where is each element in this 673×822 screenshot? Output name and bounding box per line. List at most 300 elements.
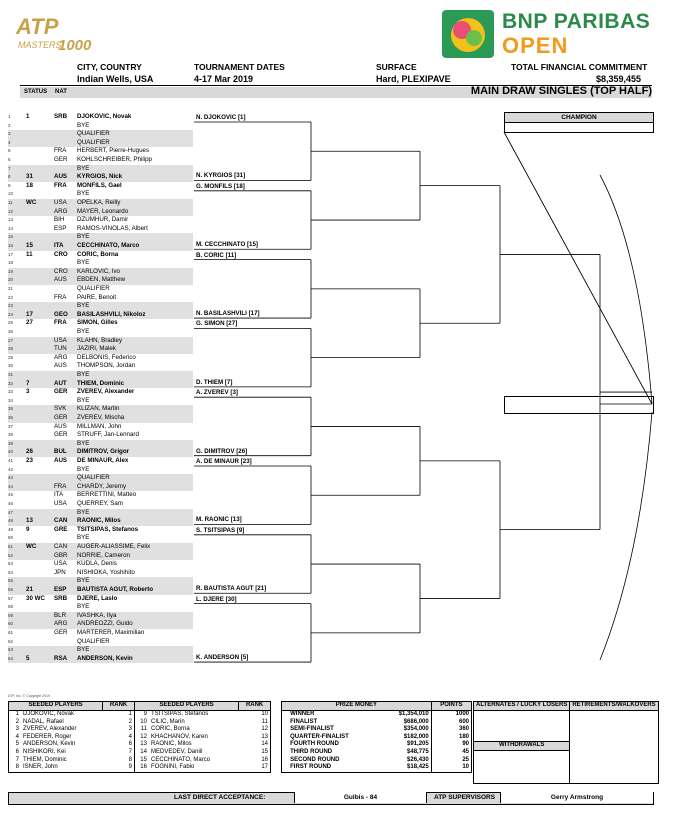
seed-rank: 14: [261, 741, 268, 748]
player-name: CORIC, Borna: [77, 250, 119, 258]
line-number: 50: [8, 535, 14, 541]
second-round-entry: G. DIMITROV [26]: [196, 447, 248, 455]
prize-round: QUARTER-FINALIST: [290, 733, 349, 740]
draw-line: [8, 173, 193, 182]
player-name: BYE: [77, 190, 90, 198]
prize-money: $182,000: [380, 734, 431, 742]
player-name: NISHIOKA, Yoshihito: [77, 568, 135, 576]
draw-line: [8, 517, 193, 526]
nationality: JPN: [54, 568, 66, 576]
player-name: BYE: [77, 164, 90, 172]
player-name: KLAHN, Bradley: [77, 336, 123, 344]
seed-name: RAONIC, Milos: [150, 741, 192, 748]
second-round-entry: G. MONFILS [18]: [196, 182, 245, 190]
draw-line: [8, 603, 193, 612]
seed-name: CORIC, Borna: [150, 726, 190, 733]
nationality: BIH: [54, 216, 65, 224]
surface-label: SURFACE: [376, 62, 417, 72]
line-number: 1: [8, 114, 11, 119]
nationality: AUS: [54, 457, 68, 464]
status: WC: [26, 543, 37, 550]
draw-line: [8, 190, 193, 199]
player-name: BASILASHVILI, Nikoloz: [77, 310, 146, 318]
line-number: 17: [8, 251, 14, 257]
masters-number: 1000: [58, 37, 92, 54]
seeded-row: [9, 764, 271, 772]
player-name: AUGER-ALIASSIME, Felix: [77, 543, 151, 550]
player-name: BERRETTINI, Matteo: [77, 491, 137, 499]
seed-name: FEDERER, Roger: [23, 733, 72, 740]
withdrawals-header: WITHDRAWALS: [474, 742, 570, 751]
player-name: ZVEREV, Alexander: [77, 388, 135, 396]
line-number: 9: [8, 182, 11, 188]
nationality: USA: [54, 560, 67, 568]
nationality: SRB: [54, 594, 68, 602]
seed-number: 3: [15, 726, 19, 733]
line-number: 64: [8, 655, 14, 661]
player-name: BYE: [77, 371, 90, 378]
nationality: AUS: [54, 422, 67, 430]
draw-line: [8, 251, 193, 260]
draw-line: [8, 646, 193, 655]
draw-line: [8, 294, 193, 303]
draw-title: MAIN DRAW SINGLES (TOP HALF): [470, 85, 652, 97]
prize-row: [282, 711, 472, 719]
line-number: 58: [8, 604, 14, 610]
line-number: 16: [8, 243, 14, 248]
nationality: AUS: [54, 173, 68, 181]
second-round-entry: B. CORIC [11]: [196, 251, 237, 259]
nationality: FRA: [54, 147, 67, 155]
seed-number: 4: [15, 733, 19, 740]
draw-line: [8, 259, 193, 268]
seed-name: CILIC, Marin: [150, 718, 185, 725]
player-name: JAZIRI, Malek: [77, 345, 116, 353]
seed-name: ANDERSON, Kevin: [23, 741, 76, 748]
line-number: 46: [8, 501, 14, 506]
prize-round: THIRD ROUND: [290, 748, 333, 755]
seed-rank: 4: [103, 734, 135, 742]
draw-line: [8, 509, 193, 518]
nationality: GER: [54, 156, 68, 163]
retirements-header: RETIREMENTS/WALKOVERS: [570, 702, 658, 711]
seed-name: MEDVEDEV, Daniil: [150, 748, 203, 755]
nationality: USA: [54, 500, 67, 507]
prize-money: $686,000: [380, 719, 431, 727]
draw-line: [8, 586, 193, 595]
status: 13: [26, 517, 33, 525]
nationality: GBR: [54, 551, 68, 559]
prize-points: 180: [458, 733, 469, 740]
draw-line: [8, 474, 193, 483]
status: 26: [26, 448, 33, 456]
player-name: KOHLSCHREIBER, Philipp: [77, 156, 152, 163]
player-name: BYE: [77, 603, 90, 611]
line-number: 60: [8, 621, 14, 627]
nationality: GER: [54, 629, 68, 636]
seeded-players-table: [8, 701, 271, 773]
line-number: 34: [8, 397, 14, 403]
player-name: DELBONIS, Federico: [77, 353, 136, 361]
points-header: POINTS: [431, 702, 471, 711]
player-name: RAONIC, Milos: [77, 517, 121, 525]
player-name: QUALIFIER: [77, 637, 110, 645]
line-number: 39: [8, 440, 14, 446]
status: 27: [26, 319, 33, 327]
line-number: 38: [8, 432, 14, 438]
prize-row: [282, 734, 472, 742]
seed-name: TSITSIPAS, Stefanos: [150, 711, 209, 717]
prize-round: SEMI-FINALIST: [290, 726, 334, 733]
player-name: BYE: [77, 302, 90, 310]
player-name: BAUTISTA AGUT, Roberto: [77, 586, 154, 593]
seed-rank: 16: [261, 756, 268, 763]
player-name: DJOKOVIC, Novak: [77, 113, 132, 120]
nationality: CAN: [54, 543, 68, 550]
player-name: BYE: [77, 396, 90, 404]
second-round-entry: N. DJOKOVIC [1]: [196, 114, 246, 121]
line-number: 49: [8, 526, 14, 532]
draw-line: [8, 302, 193, 311]
draw-line: [8, 182, 193, 191]
last-direct-label: LAST DIRECT ACCEPTANCE:: [174, 794, 266, 801]
prize-points: 10: [462, 764, 469, 771]
draw-line: [8, 629, 193, 638]
line-number: 31: [8, 372, 14, 377]
seed-number: 15: [140, 756, 147, 763]
seed-name: DJOKOVIC, Novak: [23, 711, 75, 717]
player-name: KARLOVIC, Ivo: [77, 267, 120, 275]
line-number: 4: [8, 139, 11, 145]
player-name: THOMPSON, Jordan: [77, 362, 136, 370]
line-number: 10: [8, 191, 14, 197]
prize-row: [282, 741, 472, 749]
prize-round: SECOND ROUND: [290, 756, 340, 763]
alternates-table: [473, 701, 659, 784]
line-number: 23: [8, 303, 14, 309]
last-direct-value: Gulbis - 84: [294, 792, 427, 803]
player-name: MONFILS, Gael: [77, 181, 122, 189]
nationality: ESP: [54, 224, 67, 232]
player-name: RAMOS-VINOLAS, Albert: [77, 224, 148, 232]
line-number: 2: [8, 122, 11, 128]
nationality: GER: [54, 431, 68, 439]
nationality: TUN: [54, 345, 67, 353]
prize-row: [282, 719, 472, 727]
line-number: 7: [8, 165, 11, 171]
player-name: ZVEREV, Mischa: [77, 414, 125, 421]
prize-row: [282, 764, 472, 772]
line-number: 37: [8, 423, 14, 429]
player-name: QUALIFIER: [77, 285, 110, 292]
nationality: BUL: [54, 448, 67, 456]
player-name: BYE: [77, 121, 90, 129]
nationality: ARG: [54, 353, 68, 361]
line-number: 55: [8, 578, 14, 584]
draw-line: [8, 388, 193, 397]
seeded-row: [9, 734, 271, 742]
status: 5: [26, 654, 30, 662]
draw-line: [8, 371, 193, 380]
player-name: OPELKA, Reilly: [77, 199, 121, 206]
second-round-entry: R. BAUTISTA AGUT [21]: [196, 585, 267, 593]
draw-line: [8, 311, 193, 320]
player-name: IVASHKA, Ilya: [77, 611, 117, 619]
nationality: BLR: [54, 611, 67, 619]
draw-line: [8, 612, 193, 621]
seed-number: 7: [15, 756, 19, 763]
seed-name: KHACHANOV, Karen: [150, 733, 208, 740]
line-number: 30: [8, 363, 14, 369]
copyright-note: ATP, Inc. © Copyright 2019: [8, 694, 50, 698]
second-round-entry: M. RAONIC [13]: [196, 516, 242, 524]
line-number: 21: [8, 286, 14, 291]
player-name: BYE: [77, 646, 90, 654]
status: 3: [26, 388, 30, 396]
player-name: BYE: [77, 233, 90, 241]
line-number: 8: [8, 174, 11, 180]
nationality: GEO: [54, 310, 68, 318]
nationality: FRA: [54, 319, 67, 327]
nationality: GER: [54, 414, 68, 421]
nationality: FRA: [54, 482, 67, 490]
player-name: DIMITROV, Grigor: [77, 448, 130, 456]
seed-name: NADAL, Rafael: [23, 718, 64, 725]
draw-line: [8, 380, 193, 389]
seeded-row: [9, 711, 271, 719]
prize-money: $91,205: [380, 741, 431, 749]
seeded-row: [9, 757, 271, 765]
draw-line: [8, 397, 193, 406]
player-name: ANDERSON, Kevin: [77, 654, 133, 662]
draw-line: [8, 268, 193, 277]
seed-rank: 3: [103, 726, 135, 734]
champion-box: [504, 121, 654, 133]
nationality: USA: [54, 336, 67, 344]
draw-line: [8, 345, 193, 354]
draw-line: [8, 423, 193, 432]
draw-line: [8, 354, 193, 363]
player-name: STRUFF, Jan-Lennard: [77, 431, 139, 439]
draw-line: [8, 130, 193, 139]
draw-line: [8, 122, 193, 131]
nationality: USA: [54, 199, 67, 206]
second-round-entry: A. ZVEREV [3]: [196, 389, 238, 397]
draw-line: [8, 337, 193, 346]
seed-number: 14: [140, 748, 147, 755]
seed-rank: 13: [261, 733, 268, 740]
second-round-entry: N. BASILASHVILI [17]: [196, 310, 260, 318]
prize-money: $26,430: [380, 757, 431, 765]
line-number: 3: [8, 131, 11, 137]
bracket-line: [600, 175, 652, 404]
supervisors-label: ATP SUPERVISORS: [434, 794, 496, 801]
line-number: 36: [8, 415, 14, 420]
prize-row: [282, 726, 472, 734]
seed-number: 9: [143, 711, 147, 717]
bracket-line: [600, 412, 652, 660]
line-number: 54: [8, 569, 14, 575]
seed-name: CECCHINATO, Marco: [150, 756, 211, 763]
line-number: 52: [8, 552, 14, 558]
draw-line: [8, 328, 193, 337]
draw-line: [8, 466, 193, 475]
prize-money: $1,354,010: [380, 711, 431, 719]
seed-number: 2: [15, 718, 19, 725]
line-number: 22: [8, 294, 14, 300]
rank-header-left: RANK: [103, 702, 135, 711]
draw-line: [8, 534, 193, 543]
line-number: 57: [8, 595, 14, 601]
draw-line: [8, 526, 193, 535]
draw-line: [8, 414, 193, 423]
player-name: QUALIFIER: [77, 130, 110, 138]
line-number: 20: [8, 277, 14, 283]
draw-line: [8, 165, 193, 174]
second-round-entry: N. KYRGIOS [31]: [196, 172, 246, 180]
line-number: 51: [8, 544, 14, 549]
prize-points: 25: [462, 756, 469, 763]
player-name: KYRGIOS, Nick: [77, 173, 123, 181]
line-number: 32: [8, 380, 14, 386]
seed-rank: 2: [103, 719, 135, 727]
draw-line: [8, 595, 193, 604]
line-number: 62: [8, 638, 14, 644]
nationality: ESP: [54, 586, 67, 593]
status: 31: [26, 173, 33, 181]
line-number: 41: [8, 458, 14, 463]
player-name: MAYER, Leonardo: [77, 207, 129, 215]
line-number: 26: [8, 329, 14, 334]
draw-line: [8, 457, 193, 466]
prize-points: 45: [462, 748, 469, 755]
status: 23: [26, 457, 33, 464]
line-number: 53: [8, 561, 14, 567]
draw-line: [8, 147, 193, 156]
seed-rank: 9: [103, 764, 135, 772]
nationality: CRO: [54, 267, 68, 275]
nationality: ITA: [54, 242, 64, 249]
seed-rank: 12: [261, 726, 268, 733]
draw-line: [8, 285, 193, 294]
line-number: 47: [8, 509, 14, 515]
status: 21: [26, 586, 33, 593]
status: WC: [26, 199, 37, 206]
sponsor-open: OPEN: [502, 33, 569, 58]
player-name: CHARDY, Jeremy: [77, 482, 127, 490]
nationality: ARG: [54, 620, 68, 628]
nationality: AUS: [54, 276, 67, 284]
atp-logo-text: ATP: [16, 14, 59, 39]
seed-name: THIEM, Dominic: [23, 756, 67, 763]
draw-line: [8, 139, 193, 148]
nationality: FRA: [54, 293, 67, 301]
line-number: 35: [8, 406, 14, 412]
seed-number: 8: [15, 764, 19, 771]
prize-round: FIRST ROUND: [290, 764, 332, 771]
bracket-line: [504, 132, 652, 404]
nationality: FRA: [54, 181, 67, 189]
second-round-entry: A. DE MINAUR [23]: [196, 458, 252, 465]
line-number: 6: [8, 157, 11, 162]
seed-number: 16: [140, 764, 147, 771]
seed-number: 13: [140, 741, 147, 748]
dates-label: TOURNAMENT DATES: [194, 62, 285, 72]
player-name: NORRIE, Cameron: [77, 551, 130, 559]
seed-rank: 11: [261, 718, 268, 725]
line-number: 28: [8, 346, 14, 352]
player-name: QUALIFIER: [77, 474, 110, 482]
draw-line: [8, 440, 193, 449]
nationality: ARG: [54, 207, 68, 215]
player-name: BYE: [77, 465, 90, 473]
line-number: 11: [8, 200, 13, 205]
nationality: CRO: [54, 250, 68, 258]
draw-line: [8, 319, 193, 328]
nationality: SVK: [54, 405, 67, 413]
seed-name: NISHIKORI, Kei: [23, 748, 66, 755]
draw-line: [8, 216, 193, 225]
status: 7: [26, 379, 30, 387]
prize-money: $48,775: [380, 749, 431, 757]
player-name: PAIRE, Benoit: [77, 293, 117, 301]
draw-line: [8, 156, 193, 165]
line-number: 13: [8, 217, 14, 223]
nationality: RSA: [54, 654, 68, 662]
seed-rank: 10: [261, 711, 268, 717]
draw-line: [8, 276, 193, 285]
prize-round: FOURTH ROUND: [290, 741, 339, 748]
line-number: 19: [8, 268, 14, 274]
prize-row: [282, 757, 472, 765]
player-name: TSITSIPAS, Stefanos: [77, 525, 139, 533]
player-name: BYE: [77, 534, 90, 542]
draw-line: [8, 225, 193, 234]
draw-line: [8, 448, 193, 457]
line-number: 61: [8, 630, 14, 635]
finalist-box: [504, 396, 654, 414]
seed-rank: 17: [261, 764, 268, 771]
line-number: 42: [8, 466, 14, 472]
nationality: AUS: [54, 362, 67, 370]
line-number: 40: [8, 449, 14, 455]
line-number: 27: [8, 337, 14, 343]
prize-points: 1000: [455, 711, 469, 717]
line-number: 48: [8, 518, 14, 524]
status-col-header: STATUS: [24, 89, 48, 95]
prize-money-table: [281, 701, 472, 773]
sponsor-name: BNP PARIBAS: [502, 10, 651, 33]
status: 11: [26, 250, 33, 258]
nationality: ITA: [54, 491, 64, 499]
draw-line: [8, 655, 193, 664]
seed-rank: 1: [103, 711, 135, 719]
city-value: Indian Wells, USA: [77, 74, 154, 84]
draw-line: [8, 560, 193, 569]
player-name: DE MINAUR, Alex: [77, 457, 129, 464]
player-name: EBDEN, Matthew: [77, 276, 126, 284]
city-label: CITY, COUNTRY: [77, 62, 142, 72]
line-number: 45: [8, 492, 14, 498]
prize-header: PRIZE MONEY: [282, 702, 432, 711]
nat-col-header: NAT: [55, 89, 67, 95]
seeded-row: [9, 726, 271, 734]
line-number: 63: [8, 647, 14, 653]
draw-line: [8, 500, 193, 509]
prize-points: 360: [458, 726, 469, 733]
nationality: GER: [54, 388, 68, 396]
player-name: BYE: [77, 508, 90, 516]
